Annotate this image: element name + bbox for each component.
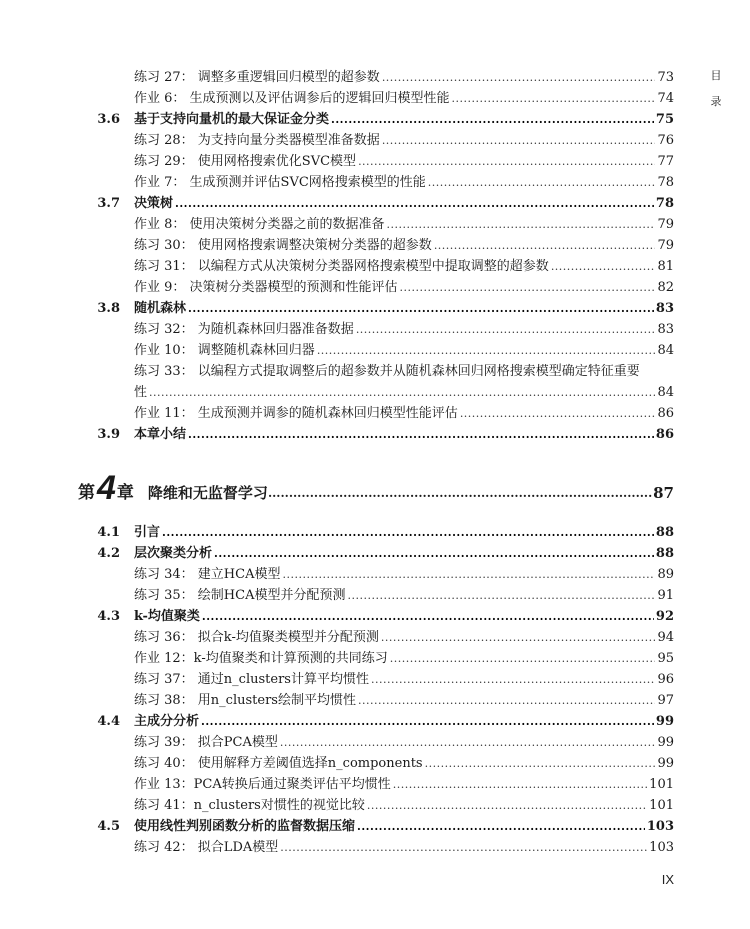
toc-title: 练习 31： 以编程方式从决策树分类器网格搜索模型中提取调整的超参数 bbox=[134, 259, 549, 274]
section-number: 3.9 bbox=[97, 427, 120, 442]
leader-dots bbox=[393, 774, 647, 795]
toc-entry-row[interactable] bbox=[134, 256, 674, 277]
leader-dots bbox=[175, 193, 654, 214]
toc-title: 作业 13：PCA转换后通过聚类评估平均惯性 bbox=[134, 777, 391, 792]
toc-entry-row[interactable] bbox=[134, 585, 674, 606]
toc-title: 主成分分析 bbox=[134, 714, 200, 729]
toc-title: 练习 32： 为随机森林回归器准备数据 bbox=[134, 322, 354, 337]
toc-section-row[interactable] bbox=[97, 522, 674, 543]
side-label-top: 目 bbox=[710, 69, 722, 82]
chapter-number: 4 bbox=[97, 469, 115, 507]
chapter-leader-dots bbox=[268, 482, 653, 504]
toc-entry-row[interactable] bbox=[134, 648, 674, 669]
toc-section-row[interactable] bbox=[97, 543, 674, 564]
chapter-suffix: 章 bbox=[116, 483, 134, 503]
toc-page-number: 84 bbox=[657, 343, 674, 358]
leader-dots bbox=[551, 256, 656, 277]
toc-page-number: 103 bbox=[646, 819, 674, 834]
page-number: IX bbox=[661, 872, 674, 887]
toc-entry-row-wrapped-first[interactable] bbox=[134, 361, 674, 382]
toc-title: 基于支持向量机的最大保证金分类 bbox=[134, 112, 330, 127]
toc-section-row[interactable] bbox=[97, 193, 674, 214]
leader-dots bbox=[452, 88, 656, 109]
leader-dots bbox=[425, 753, 656, 774]
toc-title: 练习 39： 拟合PCA模型 bbox=[134, 735, 278, 750]
toc-title: 练习 37： 通过n_clusters计算平均惯性 bbox=[134, 672, 369, 687]
toc-page-number: 86 bbox=[655, 427, 674, 442]
toc-page-number: 101 bbox=[649, 777, 674, 792]
toc-title: 练习 38： 用n_clusters绘制平均惯性 bbox=[134, 693, 356, 708]
toc-page-number: 103 bbox=[649, 840, 674, 855]
leader-dots bbox=[317, 340, 656, 361]
toc-page-number: 94 bbox=[657, 630, 674, 645]
toc-title: 练习 36： 拟合k-均值聚类模型并分配预测 bbox=[134, 630, 379, 645]
toc-page-number: 79 bbox=[657, 217, 674, 232]
toc-title: 性 bbox=[134, 385, 148, 400]
leader-dots bbox=[390, 648, 656, 669]
toc-title: k-均值聚类 bbox=[134, 609, 200, 624]
toc-entry-row[interactable] bbox=[134, 277, 674, 298]
chapter-title: 降维和无监督学习 bbox=[147, 484, 268, 502]
toc-entry-row[interactable] bbox=[134, 564, 674, 585]
leader-dots bbox=[280, 732, 656, 753]
toc-page-number: 97 bbox=[657, 693, 674, 708]
toc-page-number: 82 bbox=[657, 280, 674, 295]
leader-dots bbox=[347, 585, 655, 606]
toc-page-number: 92 bbox=[655, 609, 674, 624]
toc-section-row[interactable] bbox=[97, 711, 674, 732]
toc-page-number: 74 bbox=[657, 91, 674, 106]
toc-page-number: 99 bbox=[655, 714, 674, 729]
toc-page-number: 77 bbox=[657, 154, 674, 169]
toc-section-row[interactable] bbox=[97, 816, 674, 837]
toc-title: 作业 6： 生成预测以及评估调参后的逻辑回归模型性能 bbox=[134, 91, 450, 106]
toc-page-number: 81 bbox=[657, 259, 674, 274]
toc-page-number: 91 bbox=[657, 588, 674, 603]
leader-dots bbox=[381, 627, 656, 648]
toc-title: 决策树 bbox=[134, 196, 174, 211]
toc-section-row[interactable] bbox=[97, 109, 674, 130]
leader-dots bbox=[358, 151, 655, 172]
toc-title: 练习 42： 拟合LDA模型 bbox=[134, 840, 279, 855]
section-number: 4.5 bbox=[97, 819, 120, 834]
leader-dots bbox=[357, 816, 645, 837]
toc-page-number: 99 bbox=[657, 735, 674, 750]
section-number: 4.3 bbox=[97, 609, 120, 624]
toc-entry-row[interactable] bbox=[134, 753, 674, 774]
toc-title: 随机森林 bbox=[134, 301, 187, 316]
toc-title: 层次聚类分析 bbox=[134, 546, 213, 561]
toc-page-number: 75 bbox=[655, 112, 674, 127]
toc-entry-row[interactable] bbox=[134, 235, 674, 256]
toc-entry-row[interactable] bbox=[134, 403, 674, 424]
toc-title: 练习 33： 以编程方式提取调整后的超参数并从随机森林回归网格搜索模型确定特征重要 bbox=[134, 364, 640, 379]
toc-page-number: 84 bbox=[657, 385, 674, 400]
toc-section-row[interactable] bbox=[97, 606, 674, 627]
leader-dots bbox=[382, 67, 656, 88]
toc-title: 作业 10： 调整随机森林回归器 bbox=[134, 343, 315, 358]
toc-page-number: 89 bbox=[657, 567, 674, 582]
section-number: 4.2 bbox=[97, 546, 120, 561]
toc-title: 练习 40： 使用解释方差阈值选择n_components bbox=[134, 756, 423, 771]
leader-dots bbox=[356, 319, 656, 340]
toc-entry-row[interactable] bbox=[134, 795, 674, 816]
toc-title: 练习 29： 使用网格搜索优化SVC模型 bbox=[134, 154, 357, 169]
leader-dots bbox=[280, 837, 647, 858]
toc-page-number: 76 bbox=[657, 133, 674, 148]
toc-entry-row[interactable] bbox=[134, 340, 674, 361]
side-label-bottom: 录 bbox=[710, 95, 722, 108]
toc-page-number: 73 bbox=[657, 70, 674, 85]
chapter-page: 87 bbox=[653, 484, 674, 502]
toc-entry-row[interactable] bbox=[134, 151, 674, 172]
section-number: 3.7 bbox=[97, 196, 120, 211]
leader-dots bbox=[149, 382, 655, 403]
leader-dots bbox=[371, 669, 655, 690]
leader-dots bbox=[201, 711, 654, 732]
toc-title: 作业 7： 生成预测并评估SVC网格搜索模型的性能 bbox=[134, 175, 426, 190]
leader-dots bbox=[162, 522, 654, 543]
leader-dots bbox=[382, 130, 656, 151]
toc-title: 本章小结 bbox=[134, 427, 187, 442]
toc-page-number: 99 bbox=[657, 756, 674, 771]
toc-entry-row[interactable] bbox=[134, 172, 674, 193]
toc-page-number: 78 bbox=[655, 196, 674, 211]
toc-title: 练习 30： 使用网格搜索调整决策树分类器的超参数 bbox=[134, 238, 432, 253]
toc-page-number: 95 bbox=[657, 651, 674, 666]
chapter-heading bbox=[78, 468, 674, 507]
toc-entry-row[interactable] bbox=[134, 319, 674, 340]
toc-entry-row[interactable] bbox=[134, 690, 674, 711]
toc-page-number: 79 bbox=[657, 238, 674, 253]
leader-dots bbox=[367, 795, 647, 816]
toc-title: 练习 28： 为支持向量分类器模型准备数据 bbox=[134, 133, 380, 148]
toc-entry-row[interactable] bbox=[134, 214, 674, 235]
toc-title: 练习 27： 调整多重逻辑回归模型的超参数 bbox=[134, 70, 380, 85]
leader-dots bbox=[434, 235, 656, 256]
toc-page-number: 86 bbox=[657, 406, 674, 421]
leader-dots bbox=[358, 690, 655, 711]
toc-title: 练习 41：n_clusters对惯性的视觉比较 bbox=[134, 798, 365, 813]
toc-title: 作业 8： 使用决策树分类器之前的数据准备 bbox=[134, 217, 385, 232]
leader-dots bbox=[282, 564, 655, 585]
leader-dots bbox=[387, 214, 656, 235]
leader-dots bbox=[331, 109, 654, 130]
toc-page-number: 83 bbox=[655, 301, 674, 316]
toc-entry-row[interactable] bbox=[134, 67, 674, 88]
toc-title: 作业 9： 决策树分类器模型的预测和性能评估 bbox=[134, 280, 398, 295]
section-number: 4.4 bbox=[97, 714, 120, 729]
toc-title: 使用线性判别函数分析的监督数据压缩 bbox=[134, 819, 356, 834]
section-number: 3.6 bbox=[97, 112, 120, 127]
toc-page-number: 96 bbox=[657, 672, 674, 687]
toc-page-number: 101 bbox=[649, 798, 674, 813]
toc-section-row[interactable] bbox=[97, 298, 674, 319]
leader-dots bbox=[214, 543, 654, 564]
toc-page-number: 88 bbox=[655, 546, 674, 561]
toc-title: 练习 35： 绘制HCA模型并分配预测 bbox=[134, 588, 346, 603]
leader-dots bbox=[202, 606, 654, 627]
leader-dots bbox=[460, 403, 656, 424]
toc-title: 作业 12：k-均值聚类和计算预测的共同练习 bbox=[134, 651, 388, 666]
toc-title: 练习 34： 建立HCA模型 bbox=[134, 567, 281, 582]
toc-entry-row[interactable] bbox=[134, 732, 674, 753]
toc-page-number: 78 bbox=[657, 175, 674, 190]
section-number: 4.1 bbox=[97, 525, 120, 540]
section-number: 3.8 bbox=[97, 301, 120, 316]
toc-entry-row[interactable] bbox=[134, 130, 674, 151]
toc-page-number: 88 bbox=[655, 525, 674, 540]
leader-dots bbox=[188, 298, 654, 319]
toc-page-number: 83 bbox=[657, 322, 674, 337]
leader-dots bbox=[428, 172, 656, 193]
toc-title: 引言 bbox=[134, 525, 161, 540]
chapter-prefix: 第 bbox=[78, 483, 95, 503]
toc-entry-row[interactable] bbox=[134, 669, 674, 690]
toc-entry-row[interactable] bbox=[134, 837, 674, 858]
toc-entry-row-wrapped-second[interactable] bbox=[134, 382, 674, 403]
toc-entry-row[interactable] bbox=[134, 88, 674, 109]
toc-section-row[interactable] bbox=[97, 424, 674, 445]
toc-entry-row[interactable] bbox=[134, 627, 674, 648]
toc-entry-row[interactable] bbox=[134, 774, 674, 795]
leader-dots bbox=[188, 424, 654, 445]
leader-dots bbox=[400, 277, 656, 298]
toc-title: 作业 11： 生成预测并调参的随机森林回归模型性能评估 bbox=[134, 406, 458, 421]
